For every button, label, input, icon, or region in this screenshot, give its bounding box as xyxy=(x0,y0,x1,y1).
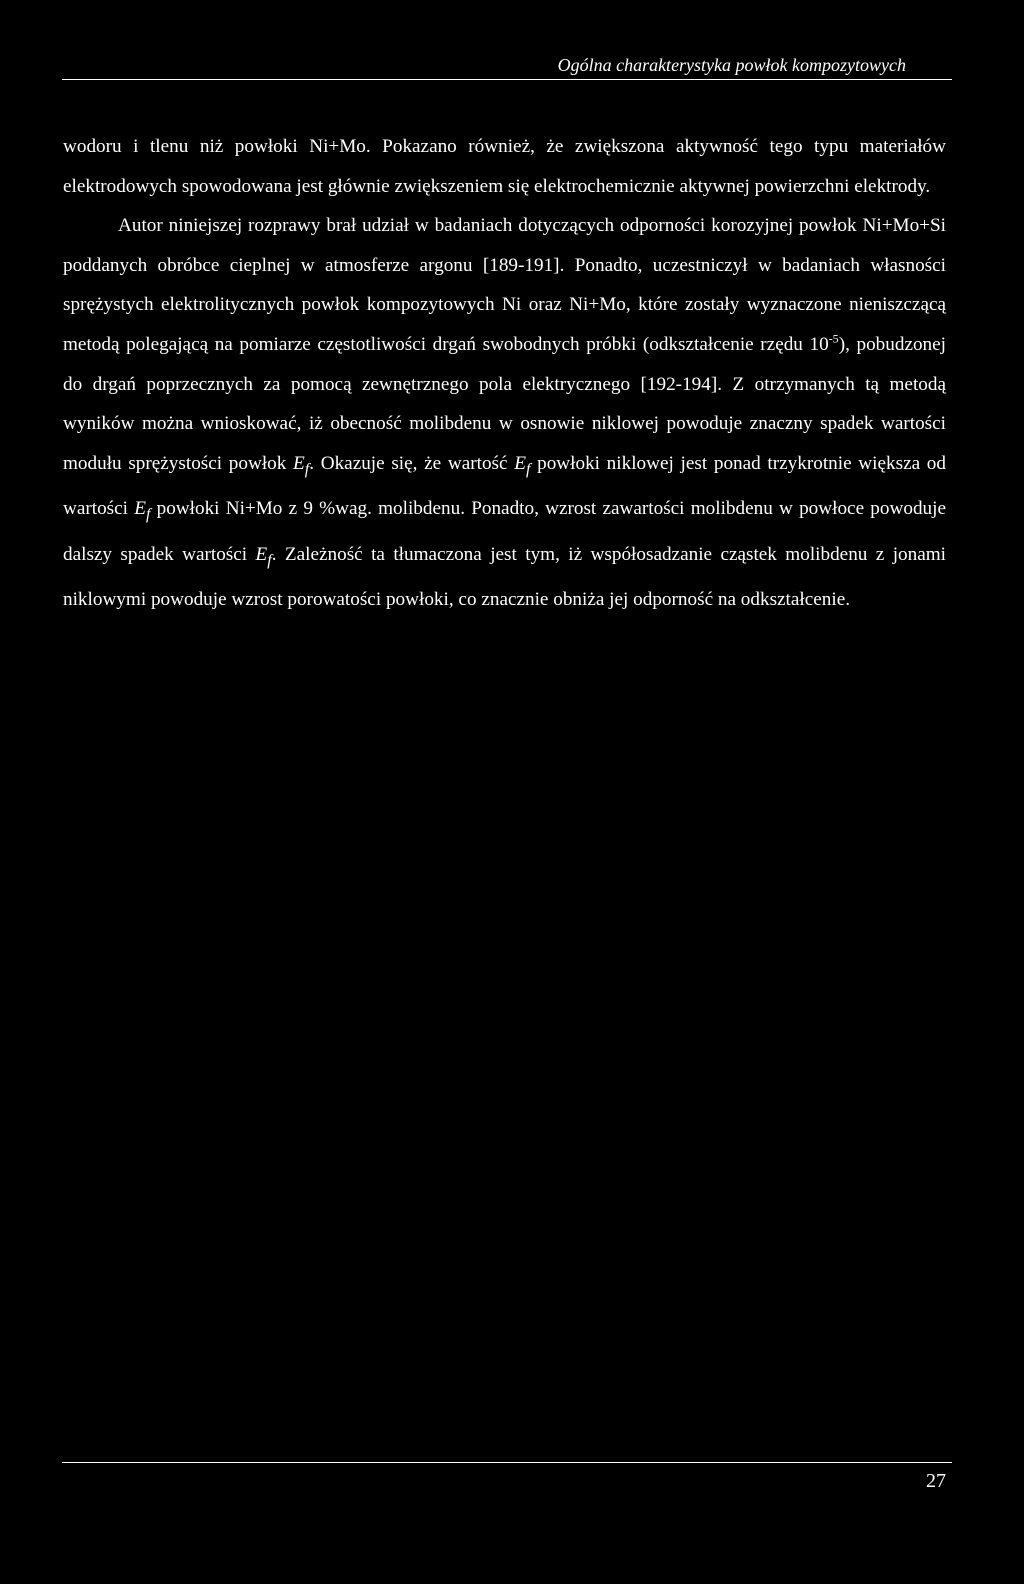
symbol-subscript: f xyxy=(145,506,151,523)
page-number: 27 xyxy=(926,1470,946,1492)
symbol-e: E xyxy=(134,498,146,520)
paragraph-1: wodoru i tlenu niż powłoki Ni+Mo. Pokazano również, że zwiększona aktywność tego typu materiałów elektrodowych spowodowana jest głównie zwiększeniem się elektrochemicznie aktywnej powierzchni elektrody. xyxy=(63,136,946,197)
body-text xyxy=(63,127,946,620)
symbol-ef-3 xyxy=(134,498,151,523)
symbol-subscript: f xyxy=(525,460,531,478)
p2-text-5: powłoki Ni+Mo z 9 %wag. molibdenu. Ponadto, wzrost zawartości molibdenu w powłoce powoduje dalszy spadek wartości xyxy=(63,498,946,565)
paragraph-2 xyxy=(63,206,946,619)
running-header xyxy=(62,50,952,80)
symbol-ef-2 xyxy=(514,452,531,478)
symbol-subscript: f xyxy=(267,551,272,569)
symbol-ef-4 xyxy=(255,543,272,569)
p2-text-2: ), pobudzonej do drgań poprzecznych za pomocą zewnętrznego pola elektrycznego [192-194]. Z otrzymanych tą metodą wyników można wnioskować, iż obecność molibdenu w osnowie niklowej powoduje znaczny spadek wartości modułu sprężystości powłok xyxy=(63,333,946,474)
exponent: -5 xyxy=(828,331,839,346)
symbol-e: E xyxy=(293,452,305,474)
running-title: Ogólna charakterystyka powłok kompozytowych xyxy=(557,55,906,75)
symbol-ef-1 xyxy=(293,452,310,478)
symbol-e: E xyxy=(514,452,526,474)
p2-text-6: . Zależność ta tłumaczona jest tym, iż współosadzanie cząstek molibdenu z jonami niklowymi powoduje wzrost porowatości powłoki, co znacznie obniża jej odporność na odkształcenie. xyxy=(63,543,946,611)
p2-text-4: powłoki niklowej jest ponad trzykrotnie większa od wartości xyxy=(63,452,946,520)
symbol-e: E xyxy=(255,543,268,565)
p2-text-1: Autor niniejszej rozprawy brał udział w badaniach dotyczących odporności korozyjnej powłok Ni+Mo+Si poddanych obróbce cieplnej w atmosferze argonu [189-191]. Ponadto, uczestniczył w badaniach własności sprężystych elektrolitycznych powłok kompozytowych Ni oraz Ni+Mo, które zostały wyznaczone nieniszczącą metodą polegającą na pomiarze częstotliwości drgań swobodnych próbki (odkształcenie rzędu 10 xyxy=(63,215,946,355)
p2-text-3: . Okazuje się, że wartość xyxy=(309,452,515,474)
symbol-subscript: f xyxy=(304,460,310,478)
footer-rule xyxy=(62,1462,952,1463)
